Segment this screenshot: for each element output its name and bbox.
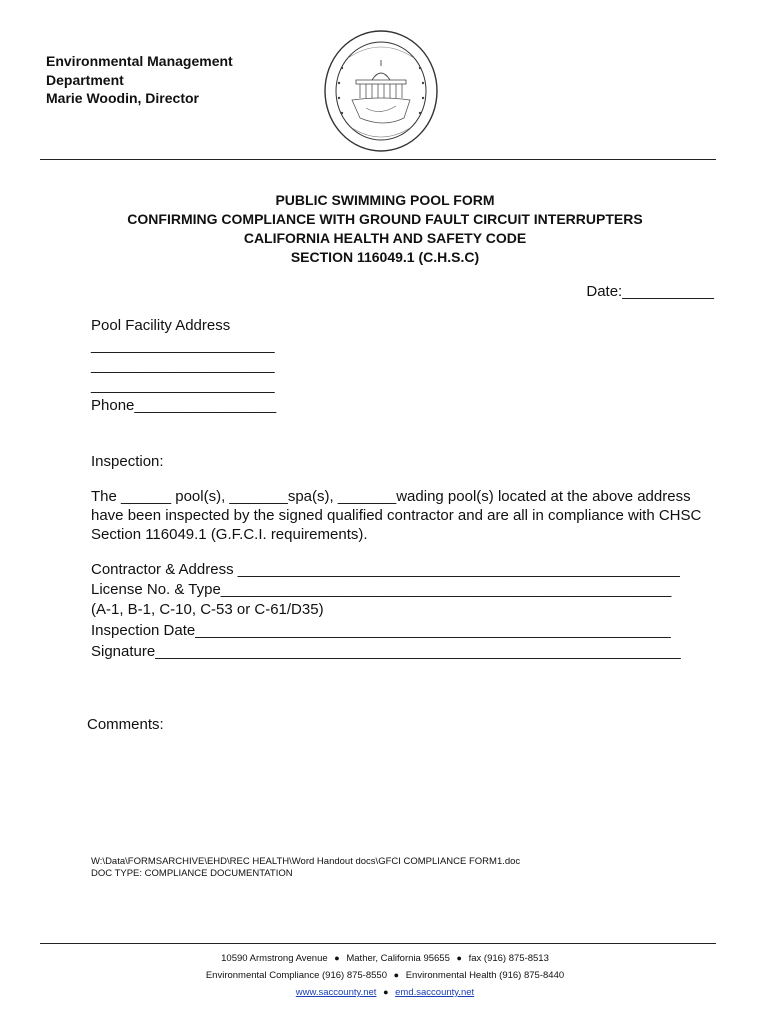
bullet-icon: ● (383, 987, 389, 997)
signature-field[interactable]: Signature_______________________________________________________________ (91, 643, 681, 660)
footer-street: 10590 Armstrong Avenue (221, 953, 328, 964)
header-divider (40, 159, 716, 160)
saccounty-link[interactable]: www.saccounty.net (295, 987, 377, 998)
county-seal-icon (322, 28, 440, 154)
doc-type: DOC TYPE: COMPLIANCE DOCUMENTATION (91, 868, 293, 879)
bullet-icon: ● (393, 970, 400, 980)
facility-phone-field[interactable]: Phone_________________ (91, 397, 277, 414)
inspection-statement (91, 487, 721, 544)
license-classes-note: (A-1, B-1, C-10, C-53 or C-61/D35) (91, 601, 324, 618)
inspection-line3: Section 116049.1 (G.F.C.I. requirements). (91, 526, 368, 543)
org-name-line2: Department (46, 71, 124, 88)
org-name-line1: Environmental Management (46, 53, 233, 69)
title-line1: PUBLIC SWIMMING POOL FORM (275, 192, 495, 208)
form-title (0, 191, 770, 267)
title-line3: CALIFORNIA HEALTH AND SAFETY CODE (243, 230, 527, 246)
date-field[interactable]: Date:___________ (586, 283, 714, 300)
file-path: W:\Data\FORMSARCHIVE\EHD\REC HEALTH\Word Handout docs\GFCI COMPLIANCE FORM1.doc (91, 856, 521, 867)
bullet-icon: ● (334, 953, 340, 963)
inspection-label: Inspection: (91, 453, 164, 470)
contractor-address-field[interactable]: Contractor & Address _____________________________________________________ (91, 561, 680, 578)
title-line4: SECTION 116049.1 (C.H.S.C) (290, 249, 480, 265)
inspection-line1: The ______ pool(s), _______spa(s), _______wading pool(s) located at the above address (91, 488, 691, 505)
document-metadata (91, 856, 520, 880)
emd-link[interactable]: emd.saccounty.net (395, 987, 475, 998)
footer-city: Mather, California 95655 (346, 953, 450, 964)
footer-divider (40, 943, 716, 944)
inspection-date-field[interactable]: Inspection Date_________________________________________________________ (91, 622, 671, 639)
facility-address-line3[interactable]: ______________________ (91, 377, 275, 394)
footer-address-line (0, 950, 770, 967)
footer (0, 950, 770, 1001)
comments-label: Comments: (87, 716, 164, 733)
facility-address-line1[interactable]: ______________________ (91, 337, 275, 354)
footer-health-phone: Environmental Health (916) 875-8440 (405, 970, 565, 981)
inspection-line2: have been inspected by the signed qualified contractor and are all in compliance with CHSC (91, 507, 702, 524)
facility-address-label: Pool Facility Address (91, 317, 231, 334)
footer-compliance-phone: Environmental Compliance (916) 875-8550 (205, 970, 387, 981)
department-header (46, 52, 233, 108)
footer-fax: fax (916) 875-8513 (468, 953, 549, 964)
title-line2: CONFIRMING COMPLIANCE WITH GROUND FAULT CIRCUIT INTERRUPTERS (127, 211, 643, 227)
footer-phone-line (0, 967, 770, 984)
bullet-icon: ● (456, 953, 462, 963)
license-field[interactable]: License No. & Type______________________________________________________ (91, 581, 672, 598)
facility-address-line2[interactable]: ______________________ (91, 357, 275, 374)
footer-links-line (0, 984, 770, 1001)
director-name: Marie Woodin, Director (46, 90, 199, 106)
